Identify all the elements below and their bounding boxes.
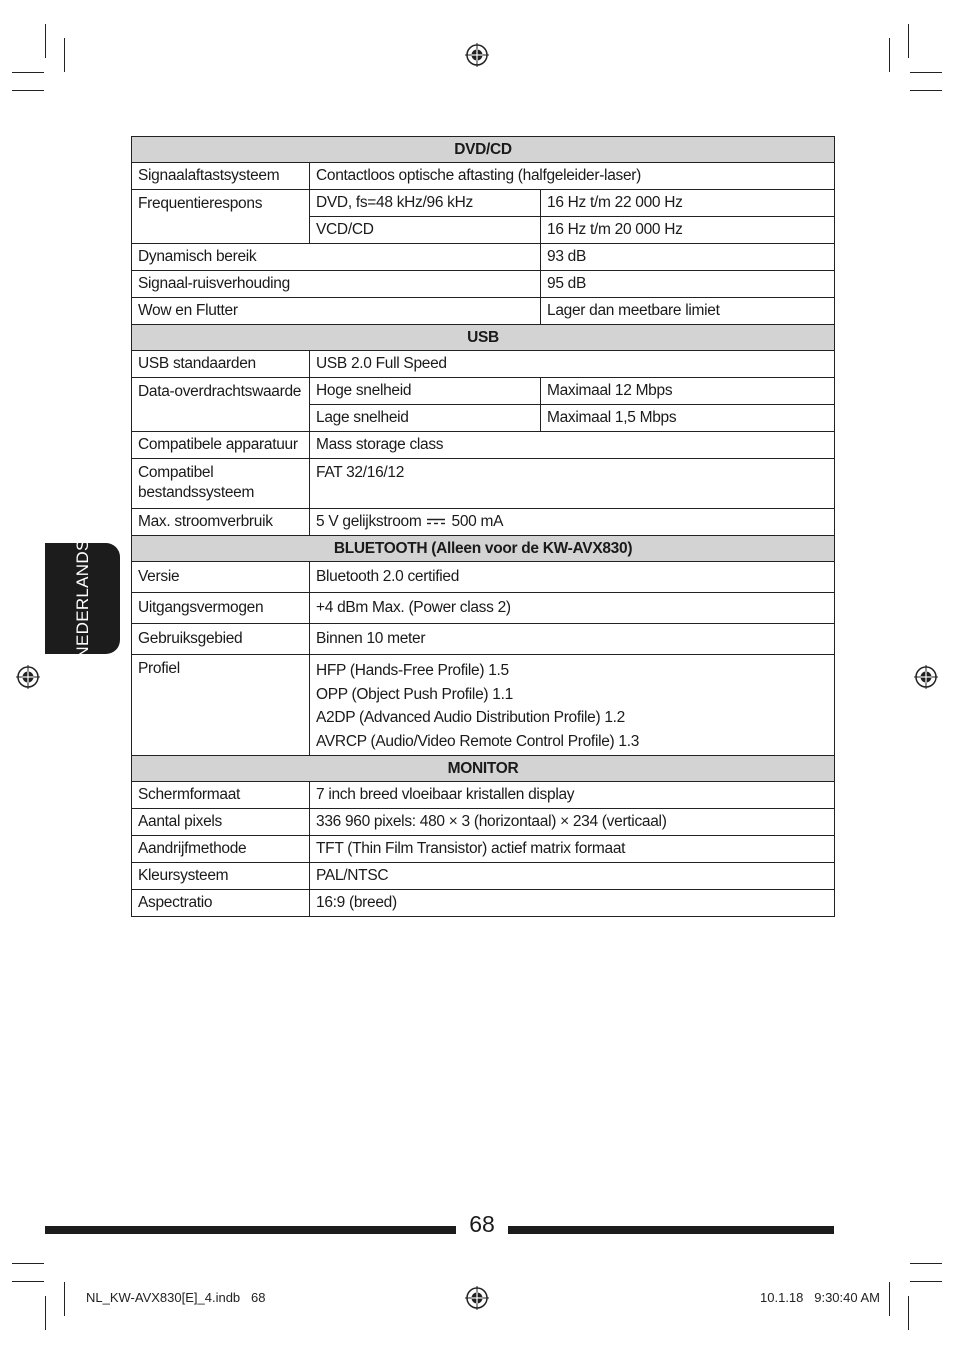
spec-value: 7 inch breed vloeibaar kristallen display — [310, 782, 835, 809]
table-row — [132, 863, 835, 890]
page-bar-left — [45, 1226, 456, 1234]
spec-label: Data-overdrachtswaarde — [132, 378, 310, 432]
spec-value: PAL/NTSC — [310, 863, 835, 890]
spec-value: Maximaal 1,5 Mbps — [541, 405, 835, 432]
spec-value: 93 dB — [541, 244, 835, 271]
section-header-row — [132, 137, 835, 163]
crop-mark — [64, 1282, 65, 1316]
spec-value: USB 2.0 Full Speed — [310, 351, 835, 378]
registration-mark-icon — [913, 664, 939, 690]
section-header-monitor: MONITOR — [132, 756, 835, 782]
spec-label: Aandrijfmethode — [132, 836, 310, 863]
spec-value: Contactloos optische aftasting (halfgeleider-laser) — [310, 163, 835, 190]
spec-label: Frequentierespons — [132, 190, 310, 244]
spec-value-list — [310, 655, 835, 756]
table-row — [132, 432, 835, 459]
spec-value: 16 Hz t/m 22 000 Hz — [541, 190, 835, 217]
table-row — [132, 809, 835, 836]
profile-item: A2DP (Advanced Audio Distribution Profile) 1.2 — [316, 709, 626, 726]
profile-item: HFP (Hands-Free Profile) 1.5 — [316, 662, 509, 679]
spec-label: Wow en Flutter — [132, 298, 541, 325]
table-row — [132, 378, 835, 405]
table-row — [132, 624, 835, 655]
power-value-current: 500 mA — [451, 513, 504, 530]
section-header-row — [132, 325, 835, 351]
spec-value: 95 dB — [541, 271, 835, 298]
spec-label: Aantal pixels — [132, 809, 310, 836]
spec-value: +4 dBm Max. (Power class 2) — [310, 593, 835, 624]
spec-value: Lager dan meetbare limiet — [541, 298, 835, 325]
spec-label: Schermformaat — [132, 782, 310, 809]
table-row — [132, 655, 835, 756]
spec-label: Versie — [132, 562, 310, 593]
specifications-table — [131, 136, 835, 917]
registration-mark-icon — [15, 664, 41, 690]
spec-label: Max. stroomverbruik — [132, 509, 310, 536]
page-number: 68 — [469, 1211, 495, 1237]
section-header-dvd: DVD/CD — [132, 137, 835, 163]
spec-label: Signaalaftastsysteem — [132, 163, 310, 190]
footer-file-info: NL_KW-AVX830[E]_4.indb 68 — [86, 1290, 266, 1305]
spec-value: Mass storage class — [310, 432, 835, 459]
crop-mark — [12, 1281, 44, 1282]
spec-label: Profiel — [132, 655, 310, 756]
crop-mark — [12, 1263, 44, 1264]
crop-mark — [45, 1296, 46, 1330]
footer-timestamp: 10.1.18 9:30:40 AM — [760, 1290, 880, 1305]
profile-item: OPP (Object Push Profile) 1.1 — [316, 685, 513, 703]
spec-label: Aspectratio — [132, 890, 310, 917]
profile-item: AVRCP (Audio/Video Remote Control Profile) 1.3 — [316, 732, 640, 750]
spec-label: Compatibele apparatuur — [132, 432, 310, 459]
section-header-row — [132, 756, 835, 782]
crop-mark — [12, 72, 44, 73]
power-value-voltage: 5 V gelijkstroom — [316, 513, 422, 530]
spec-label: USB standaarden — [132, 351, 310, 378]
page-bar-right — [508, 1226, 834, 1234]
table-row — [132, 351, 835, 378]
spec-value: 336 960 pixels: 480 × 3 (horizontaal) × 234 (verticaal) — [310, 809, 835, 836]
section-header-bluetooth: BLUETOOTH (Alleen voor de KW-AVX830) — [132, 536, 835, 562]
table-row — [132, 562, 835, 593]
table-row — [132, 890, 835, 917]
dc-current-icon — [427, 518, 445, 525]
spec-value: Bluetooth 2.0 certified — [310, 562, 835, 593]
table-row — [132, 271, 835, 298]
spec-label: Kleursysteem — [132, 863, 310, 890]
crop-mark — [910, 1281, 942, 1282]
crop-mark — [64, 38, 65, 72]
spec-label: Dynamisch bereik — [132, 244, 541, 271]
spec-sublabel: VCD/CD — [310, 217, 541, 244]
spec-label: Signaal-ruisverhouding — [132, 271, 541, 298]
table-row — [132, 190, 835, 217]
spec-label: Compatibel bestandssysteem — [132, 459, 310, 509]
table-row — [132, 244, 835, 271]
crop-mark — [910, 72, 942, 73]
table-row — [132, 836, 835, 863]
table-row — [132, 593, 835, 624]
spec-label: Gebruiksgebied — [132, 624, 310, 655]
spec-value: Binnen 10 meter — [310, 624, 835, 655]
crop-mark — [908, 1296, 909, 1330]
crop-mark — [910, 1263, 942, 1264]
section-header-row — [132, 536, 835, 562]
table-row — [132, 509, 835, 536]
spec-label: Uitgangsvermogen — [132, 593, 310, 624]
spec-value: TFT (Thin Film Transistor) actief matrix formaat — [310, 836, 835, 863]
spec-value — [310, 509, 835, 536]
spec-value: Maximaal 12 Mbps — [541, 378, 835, 405]
language-tab — [45, 538, 120, 659]
table-row — [132, 163, 835, 190]
crop-mark — [889, 1282, 890, 1316]
spec-value: 16:9 (breed) — [310, 890, 835, 917]
registration-mark-icon — [464, 42, 490, 68]
spec-sublabel: Hoge snelheid — [310, 378, 541, 405]
crop-mark — [910, 90, 942, 91]
crop-mark — [12, 90, 44, 91]
crop-mark — [45, 24, 46, 58]
section-header-usb: USB — [132, 325, 835, 351]
registration-mark-icon — [464, 1285, 490, 1311]
table-row — [132, 298, 835, 325]
table-row — [132, 459, 835, 509]
spec-sublabel: DVD, fs=48 kHz/96 kHz — [310, 190, 541, 217]
spec-value: FAT 32/16/12 — [310, 459, 835, 509]
spec-value: 16 Hz t/m 20 000 Hz — [541, 217, 835, 244]
language-tab-label: NEDERLANDS — [72, 538, 92, 659]
table-row — [132, 782, 835, 809]
crop-mark — [889, 38, 890, 72]
spec-sublabel: Lage snelheid — [310, 405, 541, 432]
crop-mark — [908, 24, 909, 58]
